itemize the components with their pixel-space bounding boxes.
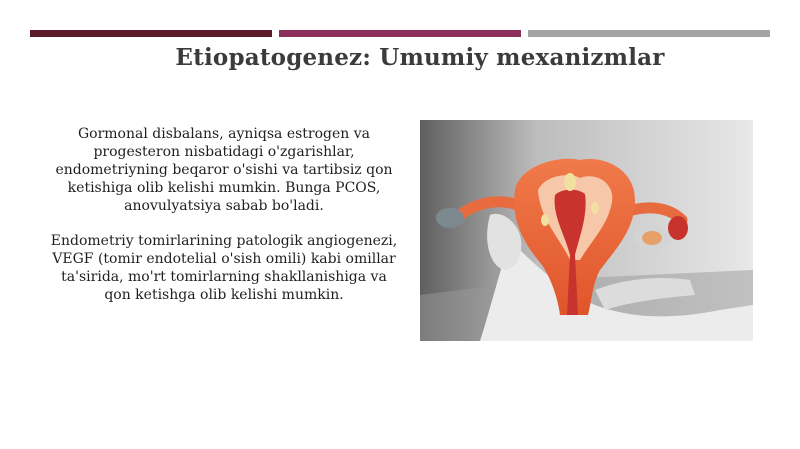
- uterus-model-image: [420, 120, 753, 341]
- header-bar-2: [279, 30, 521, 37]
- header-bar-1: [30, 30, 272, 37]
- slide-title: Etiopatogenez: Umumiy mexanizmlar: [175, 44, 665, 71]
- paragraph-angiogenesis: Endometriy tomirlarining patologik angiogenezi, VEGF (tomir endotelial o'sish omili) kabi omillar ta'sirida, mo'rt tomirlarning shakllanishiga va qon ketishga olib kelishi mumkin.: [50, 233, 398, 303]
- header-bar-3: [528, 30, 770, 37]
- paragraph-hormonal: Gormonal disbalans, ayniqsa estrogen va progesteron nisbatidagi o'zgarishlar, endometriyning beqaror o'sishi va tartibsiz qon ketishiga olib kelishi mumkin. Bunga PCOS, anovulyatsiya sabab bo'ladi.: [55, 126, 393, 214]
- uterus-model-icon: [420, 120, 753, 341]
- slide-body: [46, 125, 402, 304]
